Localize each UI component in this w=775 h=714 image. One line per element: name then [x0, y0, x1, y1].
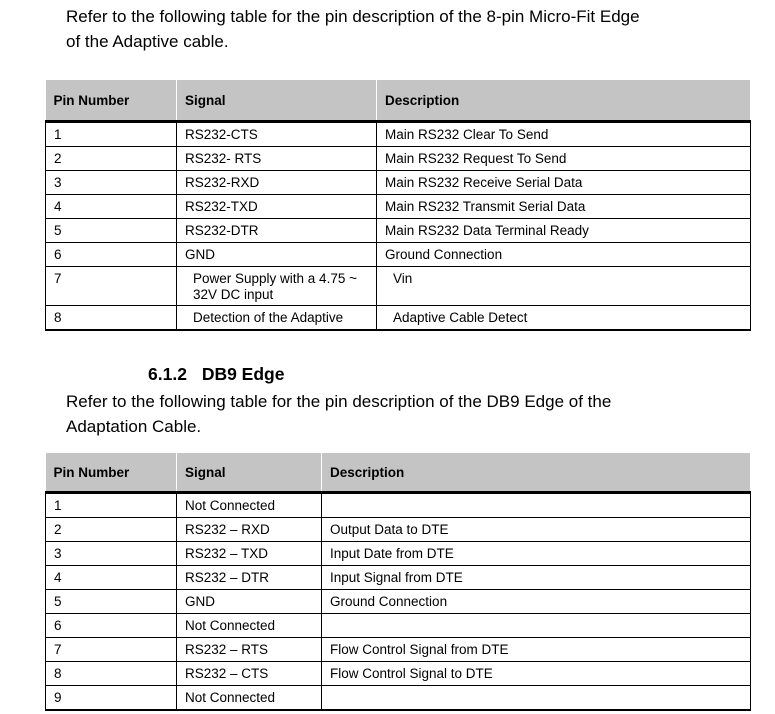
description-cell: Input Signal from DTE — [322, 566, 751, 590]
signal-cell: RS232 – TXD — [177, 542, 322, 566]
pin-number-cell: 4 — [46, 195, 177, 219]
table-row — [46, 306, 751, 331]
description-cell: Main RS232 Clear To Send — [377, 122, 751, 147]
signal-cell: RS232 – RTS — [177, 638, 322, 662]
pin-number-cell: 8 — [46, 662, 177, 686]
table-row — [46, 638, 751, 662]
description-cell: Flow Control Signal from DTE — [322, 638, 751, 662]
table-row — [46, 195, 751, 219]
description-cell — [322, 493, 751, 518]
pin-number-cell: 6 — [46, 614, 177, 638]
pin-number-cell: 3 — [46, 171, 177, 195]
pin-number-cell: 3 — [46, 542, 177, 566]
signal-cell: Detection of the Adaptive — [177, 306, 377, 331]
signal-cell: RS232-CTS — [177, 122, 377, 147]
table-row — [46, 171, 751, 195]
signal-cell: RS232- RTS — [177, 147, 377, 171]
table-row — [46, 518, 751, 542]
pin-number-cell: 9 — [46, 686, 177, 711]
signal-cell: Not Connected — [177, 493, 322, 518]
pin-number-cell: 1 — [46, 122, 177, 147]
description-cell — [322, 614, 751, 638]
description-cell: Main RS232 Transmit Serial Data — [377, 195, 751, 219]
description-cell: Vin — [377, 267, 751, 306]
signal-cell: Not Connected — [177, 614, 322, 638]
pin-number-cell: 5 — [46, 590, 177, 614]
db9-pin-table — [45, 453, 751, 711]
description-cell: Ground Connection — [322, 590, 751, 614]
pin-number-cell: 5 — [46, 219, 177, 243]
section-heading-db9-edge — [148, 364, 284, 385]
description-cell: Ground Connection — [377, 243, 751, 267]
signal-cell: RS232 – DTR — [177, 566, 322, 590]
pin-number-cell: 1 — [46, 493, 177, 518]
header-signal: Signal — [177, 80, 377, 122]
table-row — [46, 566, 751, 590]
table-row — [46, 267, 751, 306]
table-row — [46, 614, 751, 638]
pin-number-cell: 4 — [46, 566, 177, 590]
pin-number-cell: 2 — [46, 518, 177, 542]
signal-cell: Not Connected — [177, 686, 322, 711]
header-pin-number: Pin Number — [46, 80, 177, 122]
intro-paragraph-db9: Refer to the following table for the pin description of the DB9 Edge of the Adaptation Cable. — [66, 392, 612, 436]
description-cell: Main RS232 Request To Send — [377, 147, 751, 171]
table-row — [46, 542, 751, 566]
signal-cell: RS232 – CTS — [177, 662, 322, 686]
pin-number-cell: 8 — [46, 306, 177, 331]
description-cell — [322, 686, 751, 711]
signal-cell: Power Supply with a 4.75 ~ 32V DC input — [177, 267, 377, 306]
header-description: Description — [322, 453, 751, 493]
table-header-row — [46, 453, 751, 493]
header-signal: Signal — [177, 453, 322, 493]
pin-number-cell: 7 — [46, 638, 177, 662]
header-description: Description — [377, 80, 751, 122]
table-row — [46, 493, 751, 518]
description-cell: Adaptive Cable Detect — [377, 306, 751, 331]
description-cell: Input Date from DTE — [322, 542, 751, 566]
table-row — [46, 147, 751, 171]
signal-cell: GND — [177, 590, 322, 614]
signal-cell: GND — [177, 243, 377, 267]
table-row — [46, 662, 751, 686]
description-cell: Flow Control Signal to DTE — [322, 662, 751, 686]
signal-cell: RS232-DTR — [177, 219, 377, 243]
header-pin-number: Pin Number — [46, 453, 177, 493]
description-cell: Main RS232 Data Terminal Ready — [377, 219, 751, 243]
table-row — [46, 243, 751, 267]
description-cell: Output Data to DTE — [322, 518, 751, 542]
intro-paragraph-micro-fit: Refer to the following table for the pin description of the 8-pin Micro-Fit Edge of the Adaptive cable. — [66, 7, 640, 51]
table-row — [46, 590, 751, 614]
section-title: DB9 Edge — [201, 364, 285, 384]
table-header-row — [46, 80, 751, 122]
table-row — [46, 686, 751, 711]
table-row — [46, 122, 751, 147]
micro-fit-pin-table — [45, 80, 751, 331]
description-cell: Main RS232 Receive Serial Data — [377, 171, 751, 195]
table-row — [46, 219, 751, 243]
signal-cell: RS232-TXD — [177, 195, 377, 219]
signal-cell: RS232-RXD — [177, 171, 377, 195]
pin-number-cell: 7 — [46, 267, 177, 306]
signal-cell: RS232 – RXD — [177, 518, 322, 542]
section-number: 6.1.2 — [148, 364, 187, 384]
pin-number-cell: 2 — [46, 147, 177, 171]
pin-number-cell: 6 — [46, 243, 177, 267]
